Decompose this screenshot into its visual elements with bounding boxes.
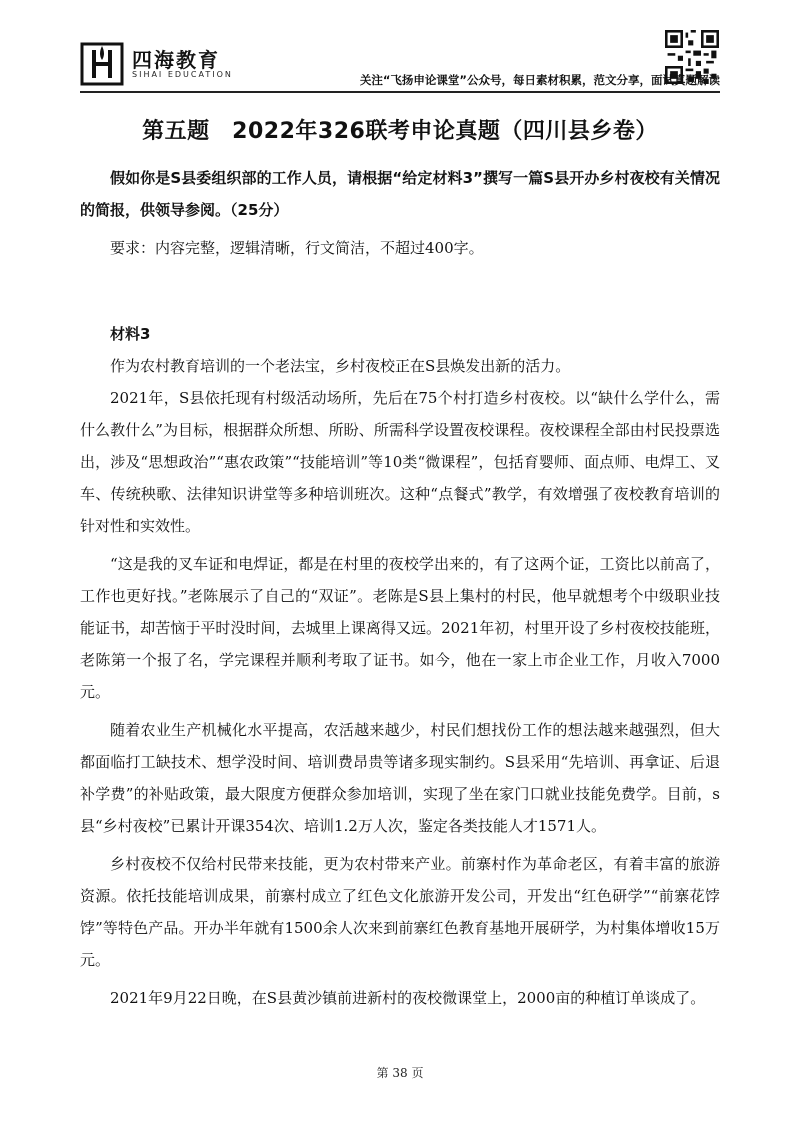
question-prompt: 假如你是S县委组织部的工作人员，请根据“给定材料3”撰写一篇S县开办乡村夜校有关情况的简报，供领导参阅。（25分） bbox=[80, 169, 720, 219]
sihai-logo-icon bbox=[80, 42, 124, 86]
page-title: 第五题 2022年326联考申论真题（四川县乡卷） bbox=[142, 119, 658, 144]
material-paragraph: 2021年9月22日晚，在S县黄沙镇前进新村的夜校微课堂上，2000亩的种植订单谈成了。 bbox=[110, 989, 706, 1007]
brand-name-en: SIHAI EDUCATION bbox=[132, 70, 233, 79]
page-number: 第 38 页 bbox=[376, 1066, 424, 1080]
question-requirement: 要求：内容完整，逻辑清晰，行文简洁，不超过400字。 bbox=[110, 239, 484, 257]
material-paragraph: 作为农村教育培训的一个老法宝，乡村夜校正在S县焕发出新的活力。 bbox=[110, 357, 571, 375]
promo-text: 关注“飞扬申论课堂”公众号，每日素材积累，范文分享，面试真题解读 bbox=[359, 73, 720, 87]
document-body bbox=[80, 162, 720, 1014]
material-paragraph: 随着农业生产机械化水平提高，农活越来越少，村民们想找份工作的想法越来越强烈，但大都面临打工缺技术、想学没时间、培训费昂贵等诸多现实制约。S县采用“先培训、再拿证、后退补学费”的补贴政策，最大限度方便群众参加培训，实现了坐在家门口就业技能免费学。目前，s县“乡村夜校”已累计开课354次、培训1.2万人次，鉴定各类技能人才1571人。 bbox=[80, 721, 720, 835]
page-header bbox=[0, 0, 800, 100]
material-paragraph: 乡村夜校不仅给村民带来技能，更为农村带来产业。前寨村作为革命老区，有着丰富的旅游资源。依托技能培训成果，前寨村成立了红色文化旅游开发公司，开发出“红色研学”“前寨花饽饽”等特色产品。开办半年就有1500余人次来到前寨红色教育基地开展研学，为村集体增收15万元。 bbox=[80, 855, 720, 969]
material-paragraph: 2021年，S县依托现有村级活动场所，先后在75个村打造乡村夜校。以“缺什么学什么，需什么教什么”为目标，根据群众所想、所盼、所需科学设置夜校课程。夜校课程全部由村民投票选出，涉及“思想政治”“惠农政策”“技能培训”等10类“微课程”，包括育婴师、面点师、电焊工、叉车、传统秧歌、法律知识讲堂等多种培训班次。这种“点餐式”教学，有效增强了夜校教育培训的针对性和实效性。 bbox=[80, 389, 720, 535]
brand-name: 四海教育 bbox=[132, 48, 220, 72]
header-divider bbox=[80, 91, 720, 93]
material-heading: 材料3 bbox=[110, 325, 151, 343]
material-paragraph: “这是我的叉车证和电焊证，都是在村里的夜校学出来的，有了这两个证，工资比以前高了，工作也更好找。”老陈展示了自己的“双证”。老陈是S县上集村的村民，他早就想考个中级职业技能证书，却苦恼于平时没时间，去城里上课离得又远。2021年初，村里开设了乡村夜校技能班，老陈第一个报了名，学完课程并顺利考取了证书。如今，他在一家上市企业工作，月收入7000元。 bbox=[80, 555, 720, 701]
